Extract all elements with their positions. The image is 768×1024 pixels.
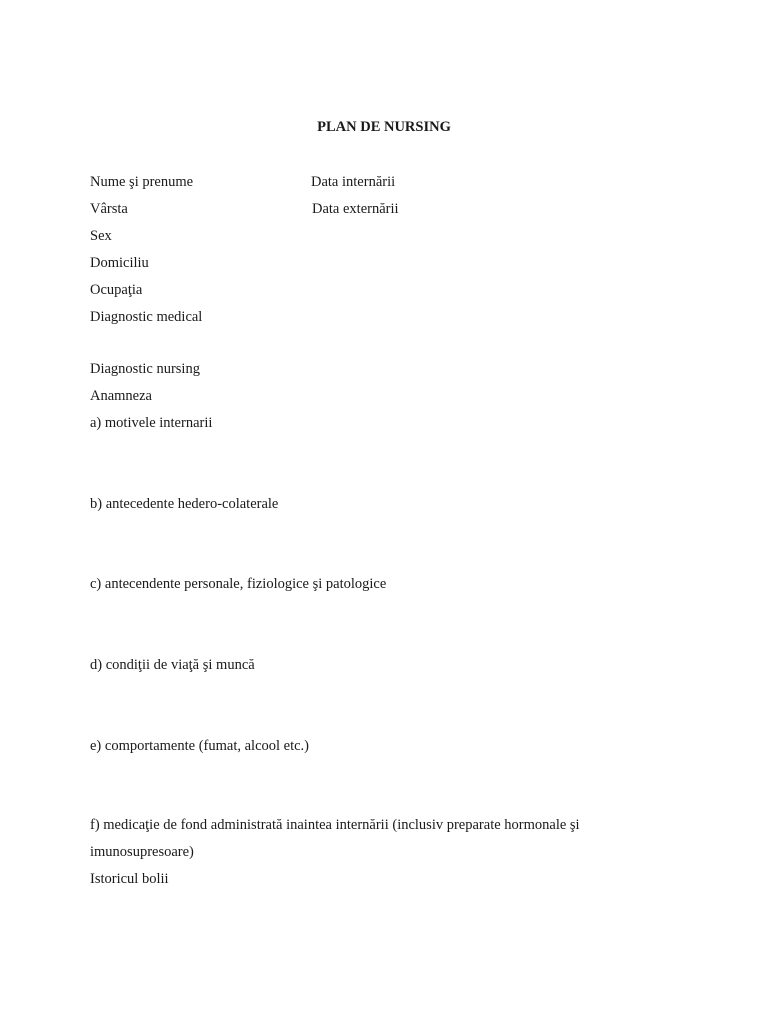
section-a: a) motivele internarii bbox=[90, 415, 213, 431]
field-occupation-label: Ocupaţia bbox=[90, 282, 143, 298]
field-medical-diagnosis-label: Diagnostic medical bbox=[90, 309, 203, 325]
section-f-line2: imunosupresoare) bbox=[90, 844, 194, 860]
section-c: c) antecendente personale, fiziologice şi patologice bbox=[90, 576, 387, 592]
disease-history-heading: Istoricul bolii bbox=[90, 871, 169, 887]
field-sex-label: Sex bbox=[90, 228, 112, 244]
field-admission-date-label: Data internării bbox=[311, 174, 396, 190]
nursing-diagnosis-label: Diagnostic nursing bbox=[90, 361, 200, 377]
field-address-label: Domiciliu bbox=[90, 255, 149, 271]
field-discharge-date-label: Data externării bbox=[312, 201, 399, 217]
page-title: PLAN DE NURSING bbox=[317, 119, 451, 135]
section-f-line1: f) medicaţie de fond administrată inaintea internării (inclusiv preparate hormonale şi bbox=[90, 817, 580, 833]
section-e: e) comportamente (fumat, alcool etc.) bbox=[90, 738, 310, 754]
anamnesis-heading: Anamneza bbox=[90, 388, 152, 404]
field-name-label: Nume şi prenume bbox=[90, 174, 194, 190]
field-age-label: Vârsta bbox=[90, 201, 128, 217]
section-b: b) antecedente hedero-colaterale bbox=[90, 496, 279, 512]
section-d: d) condiţii de viaţă şi muncă bbox=[90, 657, 255, 673]
